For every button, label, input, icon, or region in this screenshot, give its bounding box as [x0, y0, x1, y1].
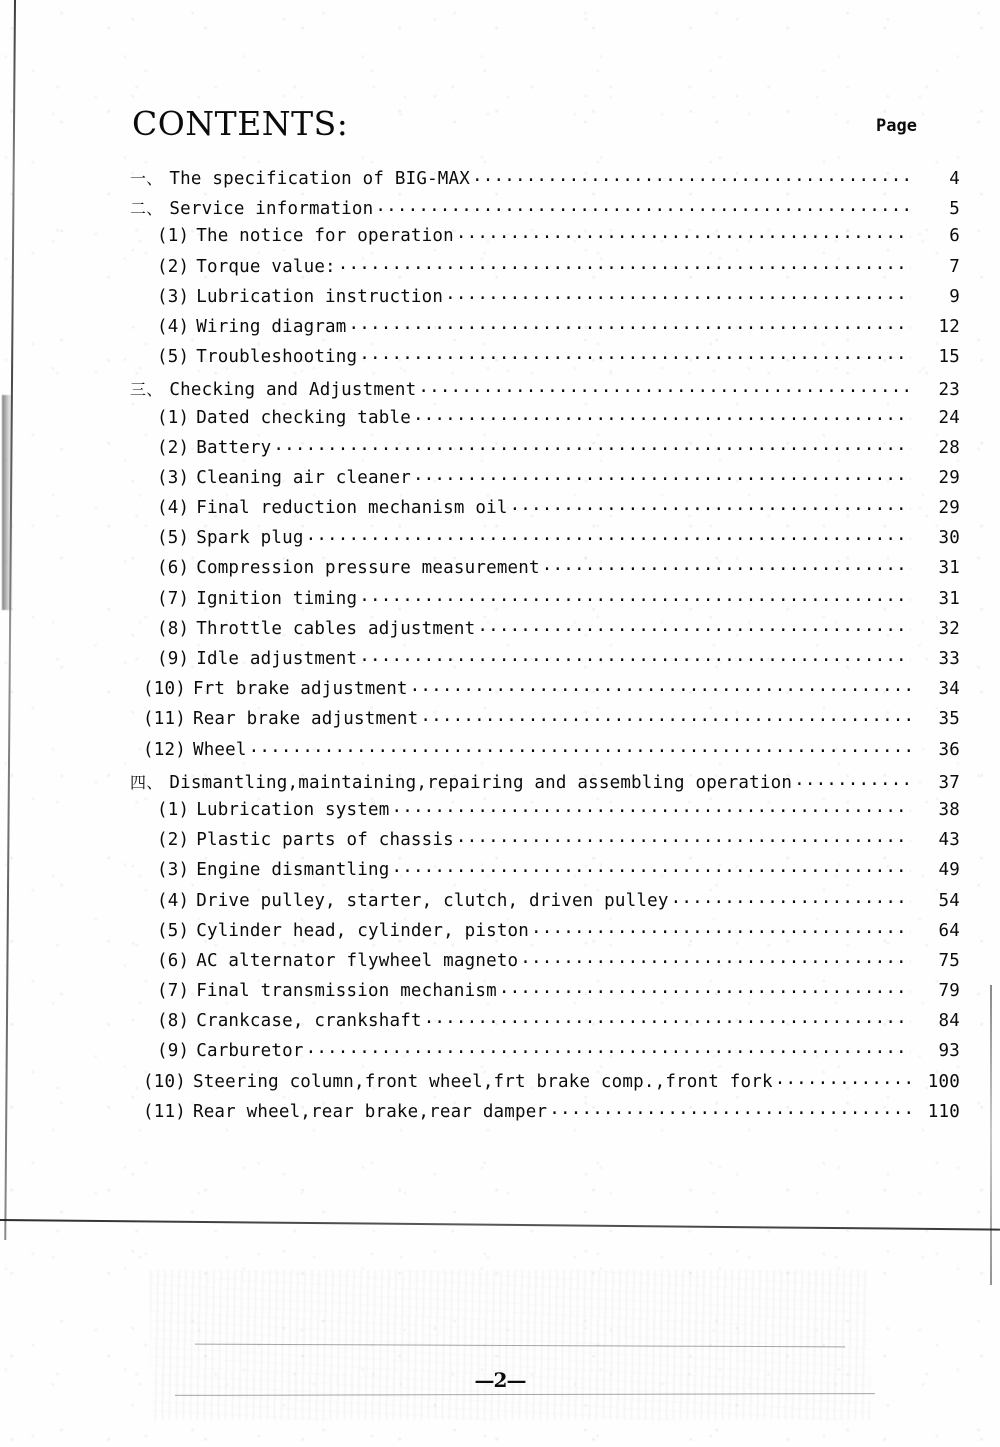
toc-leader-dots — [249, 739, 911, 757]
toc-entry-label: Carburetor — [196, 1041, 304, 1062]
toc-leader-dots — [418, 379, 911, 397]
toc-entry-label: Plastic parts of chassis — [196, 830, 454, 851]
toc-entry-page-number: 100 — [927, 1071, 960, 1092]
toc-entry-marker: (3) — [157, 467, 190, 488]
toc-entry-label: The specification of BIG-MAX — [169, 169, 471, 189]
toc-entry-page-number: 29 — [938, 467, 960, 488]
toc-entry[interactable] — [0, 1011, 1000, 1041]
toc-entry-label: Drive pulley, starter, clutch, driven pulley — [196, 890, 669, 911]
toc-entry-marker: (1) — [157, 407, 190, 428]
toc-entry-label: Engine dismantling — [196, 860, 390, 881]
toc-entry-page-number: 30 — [938, 528, 960, 549]
toc-leader-dots — [359, 588, 911, 606]
toc-entry-page-number: 15 — [938, 347, 960, 368]
toc-entry[interactable] — [0, 528, 1000, 558]
toc-entry-page-number: 64 — [938, 920, 960, 941]
toc-entry-label: Checking and Adjustment — [169, 380, 417, 401]
toc-entry-label: Ignition timing — [196, 588, 358, 609]
toc-entry[interactable] — [0, 196, 1000, 226]
toc-leader-dots — [391, 859, 911, 877]
toc-entry-marker: (11) — [143, 1101, 186, 1122]
toc-leader-dots — [359, 346, 911, 364]
toc-entry[interactable] — [0, 347, 1000, 377]
toc-entry-marker: (9) — [157, 649, 190, 669]
toc-entry-label: Crankcase, crankshaft — [196, 1011, 422, 1032]
toc-entry[interactable] — [0, 377, 1000, 407]
page-title: CONTENTS: — [132, 104, 349, 143]
toc-leader-dots — [531, 920, 911, 938]
page-column-header: Page — [876, 116, 917, 136]
toc-leader-dots — [472, 168, 911, 186]
toc-entry-label: Cleaning air cleaner — [196, 467, 411, 488]
toc-entry-label: Dismantling,maintaining,repairing and assembling operation — [169, 772, 793, 793]
toc-entry-page-number: 31 — [938, 588, 960, 609]
toc-entry-label: Compression pressure measurement — [196, 558, 540, 579]
toc-entry-page-number: 12 — [938, 316, 960, 337]
toc-entry[interactable] — [0, 951, 1000, 981]
toc-entry-label: Frt brake adjustment — [192, 679, 408, 700]
toc-entry[interactable] — [0, 1102, 1000, 1132]
toc-entry-label: Rear brake adjustment — [192, 709, 419, 730]
toc-entry-marker: (8) — [157, 618, 190, 639]
toc-entry-marker: (2) — [157, 437, 190, 458]
toc-entry-marker: 三、 — [130, 380, 163, 400]
toc-entry-label: AC alternator flywheel magneto — [196, 950, 519, 971]
toc-entry[interactable] — [0, 317, 1000, 347]
toc-entry-label: Cylinder head, cylinder, piston — [196, 920, 530, 941]
toc-entry-label: Idle adjustment — [196, 649, 358, 669]
toc-entry[interactable] — [0, 921, 1000, 951]
toc-entry[interactable] — [0, 438, 1000, 468]
toc-entry-label: Spark plug — [196, 528, 304, 549]
toc-entry-page-number: 34 — [938, 679, 960, 700]
toc-entry-page-number: 54 — [938, 890, 960, 911]
toc-entry-page-number: 110 — [927, 1101, 960, 1122]
toc-entry[interactable] — [0, 287, 1000, 317]
toc-entry[interactable] — [0, 226, 1000, 256]
toc-entry-label: Throttle cables adjustment — [196, 618, 476, 639]
toc-entry[interactable] — [0, 257, 1000, 287]
toc-entry[interactable] — [0, 891, 1000, 921]
toc-entry[interactable] — [0, 1041, 1000, 1071]
toc-leader-dots — [413, 467, 911, 485]
toc-entry-label: Lubrication system — [196, 799, 390, 820]
toc-entry-marker: (4) — [157, 890, 190, 911]
toc-leader-dots — [671, 890, 911, 908]
toc-entry-marker: (6) — [157, 558, 190, 579]
toc-entry[interactable] — [0, 740, 1000, 770]
toc-leader-dots — [456, 829, 911, 847]
toc-entry-marker: (6) — [157, 950, 190, 971]
toc-entry-label: Troubleshooting — [196, 347, 358, 368]
toc-leader-dots — [542, 557, 911, 575]
toc-leader-dots — [375, 198, 911, 216]
toc-entry-page-number: 93 — [938, 1041, 960, 1062]
toc-entry-page-number: 31 — [938, 558, 960, 579]
toc-entry-page-number: 75 — [938, 950, 960, 971]
toc-entry-marker: (2) — [157, 256, 190, 277]
toc-leader-dots — [456, 225, 911, 243]
toc-leader-dots — [520, 950, 911, 968]
toc-entry-marker: (7) — [157, 588, 190, 609]
toc-entry-marker: (12) — [143, 739, 186, 760]
toc-entry-marker: (4) — [157, 498, 190, 519]
toc-entry-page-number: 43 — [938, 830, 960, 851]
toc-leader-dots — [794, 772, 911, 790]
toc-entry-label: Rear wheel,rear brake,rear damper — [192, 1101, 548, 1122]
toc-leader-dots — [445, 286, 911, 304]
toc-entry-page-number: 79 — [938, 981, 960, 1002]
toc-entry[interactable] — [0, 408, 1000, 438]
toc-entry[interactable] — [0, 770, 1000, 800]
scan-edge-bottom — [0, 1219, 1000, 1231]
toc-entry[interactable] — [0, 468, 1000, 498]
toc-entry-label: Wheel — [192, 739, 247, 760]
toc-entry-label: Torque value: — [196, 256, 336, 277]
toc-leader-dots — [359, 648, 911, 666]
toc-entry-marker: (9) — [157, 1041, 190, 1062]
toc-leader-dots — [338, 256, 911, 274]
toc-entry-page-number: 38 — [938, 799, 960, 820]
toc-entry-label: Dated checking table — [196, 407, 411, 428]
toc-entry-marker: 二、 — [130, 199, 163, 219]
toc-entry-marker: (11) — [143, 709, 186, 730]
toc-entry-page-number: 28 — [938, 437, 960, 458]
toc-entry-marker: (10) — [143, 679, 186, 700]
toc-leader-dots — [349, 316, 911, 334]
toc-entry-page-number: 35 — [938, 709, 960, 730]
toc-entry-marker: 四、 — [130, 772, 163, 792]
toc-entry-page-number: 36 — [938, 739, 960, 760]
toc-entry-marker: (1) — [157, 226, 190, 247]
toc-entry[interactable] — [0, 166, 1000, 196]
toc-entry-page-number: 6 — [949, 226, 960, 247]
toc-leader-dots — [273, 437, 911, 455]
toc-entry[interactable] — [0, 558, 1000, 588]
toc-entry[interactable] — [0, 649, 1000, 679]
toc-entry-label: Final reduction mechanism oil — [196, 498, 508, 519]
table-of-contents — [0, 166, 1000, 1132]
toc-entry[interactable] — [0, 619, 1000, 649]
toc-entry-page-number: 37 — [938, 772, 960, 793]
toc-entry-label: Service information — [169, 199, 374, 220]
toc-entry-marker: 一、 — [130, 169, 163, 188]
toc-entry-page-number: 9 — [949, 286, 960, 307]
toc-entry-marker: (8) — [157, 1011, 190, 1032]
toc-entry-label: Steering column,front wheel,frt brake comp.,front fork — [192, 1071, 773, 1092]
toc-leader-dots — [306, 1040, 911, 1058]
toc-entry-marker: (5) — [157, 347, 190, 368]
toc-entry-marker: (10) — [143, 1071, 186, 1092]
toc-leader-dots — [413, 407, 911, 425]
toc-leader-dots — [510, 497, 911, 515]
toc-leader-dots — [410, 678, 911, 696]
toc-entry-marker: (2) — [157, 830, 190, 851]
toc-entry-page-number: 4 — [949, 169, 960, 189]
toc-entry-marker: (1) — [157, 799, 190, 820]
toc-entry-marker: (7) — [157, 981, 190, 1002]
page-folio: —2— — [474, 1368, 526, 1392]
toc-entry[interactable] — [0, 1072, 1000, 1102]
toc-entry-marker: (3) — [157, 860, 190, 881]
toc-leader-dots — [499, 980, 911, 998]
toc-entry[interactable] — [0, 830, 1000, 860]
toc-leader-dots — [549, 1101, 911, 1119]
toc-entry[interactable] — [0, 709, 1000, 739]
toc-entry-marker: (5) — [157, 528, 190, 549]
toc-entry-marker: (5) — [157, 920, 190, 941]
toc-leader-dots — [424, 1010, 911, 1028]
toc-entry-label: Final transmission mechanism — [196, 981, 497, 1002]
toc-entry-marker: (3) — [157, 286, 190, 307]
toc-entry[interactable] — [0, 860, 1000, 890]
toc-entry-page-number: 29 — [938, 498, 960, 519]
toc-entry[interactable] — [0, 589, 1000, 619]
toc-entry-label: Wiring diagram — [196, 316, 347, 337]
toc-entry-page-number: 84 — [938, 1011, 960, 1032]
toc-entry-page-number: 49 — [938, 860, 960, 881]
toc-entry-page-number: 23 — [938, 380, 960, 401]
toc-entry[interactable] — [0, 679, 1000, 709]
toc-leader-dots — [420, 708, 911, 726]
toc-entry-label: The notice for operation — [196, 226, 454, 247]
toc-entry-page-number: 24 — [938, 407, 960, 428]
toc-leader-dots — [477, 618, 911, 636]
toc-entry-label: Battery — [196, 437, 272, 458]
toc-entry-page-number: 33 — [938, 649, 960, 669]
toc-entry-page-number: 32 — [938, 618, 960, 639]
toc-entry[interactable] — [0, 498, 1000, 528]
toc-leader-dots — [306, 527, 911, 545]
toc-entry-page-number: 5 — [949, 199, 960, 220]
toc-leader-dots — [391, 799, 911, 817]
toc-entry-marker: (4) — [157, 316, 190, 337]
toc-entry[interactable] — [0, 800, 1000, 830]
toc-leader-dots — [775, 1071, 911, 1089]
toc-entry-page-number: 7 — [949, 256, 960, 277]
toc-entry[interactable] — [0, 981, 1000, 1011]
toc-entry-label: Lubrication instruction — [196, 286, 444, 307]
